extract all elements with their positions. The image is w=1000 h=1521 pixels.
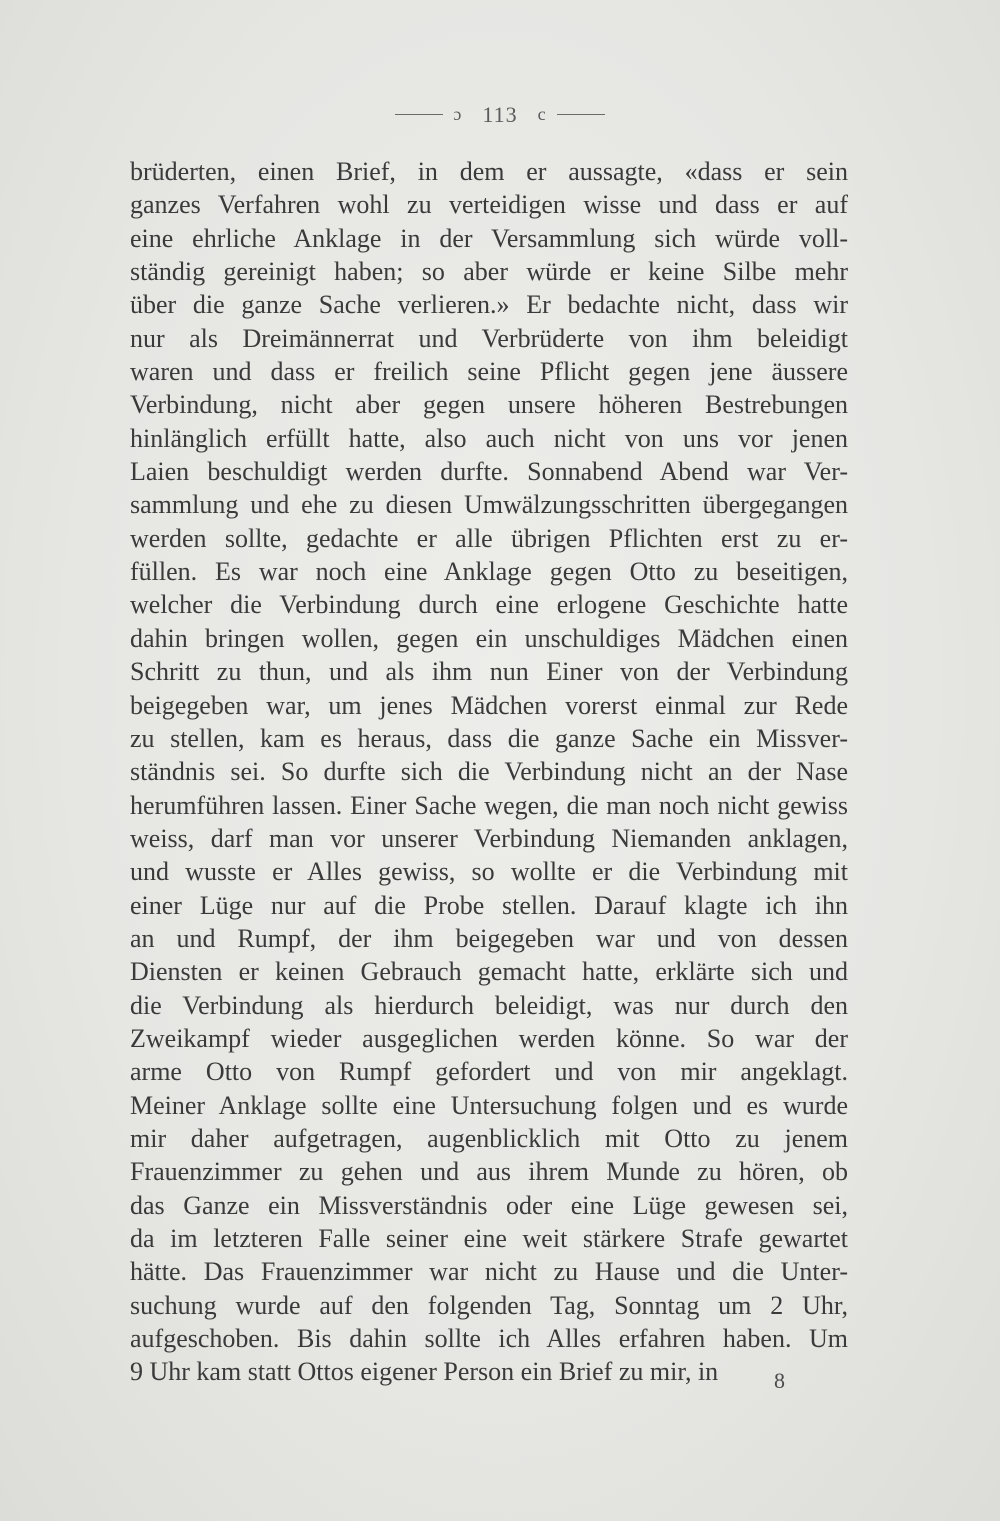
signature-mark: 8 [774, 1368, 785, 1393]
text-line: Schritt zu thun, und als ihm nun Einer von der Verbindung [130, 657, 848, 687]
text-line: hinlänglich erfüllt hatte, also auch nicht von uns vor jenen [130, 423, 848, 453]
text-line: ganzes Verfahren wohl zu verteidigen wisse und dass er auf [130, 190, 848, 220]
text-line: über die ganze Sache verlieren.» Er bedachte nicht, dass wir [130, 290, 848, 320]
text-line: waren und dass er freilich seine Pflicht gegen jene äussere [130, 357, 848, 387]
running-header [0, 100, 1000, 128]
page-number: 113 [482, 101, 518, 127]
body-text [130, 155, 848, 1389]
text-line: die Verbindung als hierdurch beleidigt, was nur durch den [130, 990, 848, 1020]
text-line: Verbindung, nicht aber gegen unsere höheren Bestrebungen [130, 390, 848, 420]
header-rule-right [557, 114, 605, 115]
text-line: Zweikampf wieder ausgeglichen werden könne. So war der [130, 1023, 848, 1053]
text-line: welcher die Verbindung durch eine erlogene Geschichte hatte [130, 590, 848, 620]
text-line: beigegeben war, um jenes Mädchen vorerst einmal zur Rede [130, 690, 848, 720]
text-line: nur als Dreimännerrat und Verbrüderte von ihm beleidigt [130, 323, 848, 353]
header-ornament-right: c [537, 104, 547, 125]
text-line: Laien beschuldigt werden durfte. Sonnabend Abend war Ver- [130, 457, 848, 487]
text-line: ständnis sei. So durfte sich die Verbindung nicht an der Nase [130, 757, 848, 787]
text-line: brüderten, einen Brief, in dem er aussagte, «dass er sein [130, 157, 848, 186]
text-line: Meiner Anklage sollte eine Untersuchung folgen und es wurde [130, 1090, 848, 1120]
text-line: Diensten er keinen Gebrauch gemacht hatte, erklärte sich und [130, 957, 848, 987]
text-line: suchung wurde auf den folgenden Tag, Sonntag um 2 Uhr, [130, 1290, 848, 1320]
text-line: herumführen lassen. Einer Sache wegen, die man noch nicht gewiss [130, 790, 848, 820]
text-line: an und Rumpf, der ihm beigegeben war und von dessen [130, 923, 848, 953]
header-rule-left [395, 114, 443, 115]
text-line: dahin bringen wollen, gegen ein unschuldiges Mädchen einen [130, 623, 848, 653]
text-line: 9 Uhr kam statt Ottos eigener Person ein Brief zu mir, in [130, 1357, 719, 1387]
text-line: da im letzteren Falle seiner eine weit stärkere Strafe gewartet [130, 1224, 848, 1253]
text-line: das Ganze ein Missverständnis oder eine Lüge gewesen sei, [130, 1190, 848, 1220]
text-line: weiss, darf man vor unserer Verbindung Niemanden anklagen, [130, 823, 848, 853]
header-ornament-left: ɔ [453, 104, 463, 125]
text-line: eine ehrliche Anklage in der Versammlung sich würde voll- [130, 223, 848, 253]
text-line: werden sollte, gedachte er alle übrigen Pflichten erst zu er- [130, 523, 848, 553]
text-line: mir daher aufgetragen, augenblicklich mit Otto zu jenem [130, 1123, 848, 1153]
text-line: einer Lüge nur auf die Probe stellen. Darauf klagte ich ihn [130, 890, 848, 920]
text-line: zu stellen, kam es heraus, dass die ganze Sache ein Missver- [130, 723, 848, 753]
text-line: ständig gereinigt haben; so aber würde er keine Silbe mehr [130, 257, 848, 287]
text-line: sammlung und ehe zu diesen Umwälzungsschritten übergegangen [130, 490, 848, 520]
text-line: füllen. Es war noch eine Anklage gegen Otto zu beseitigen, [130, 557, 848, 587]
text-line: Frauenzimmer zu gehen und aus ihrem Munde zu hören, ob [130, 1157, 848, 1187]
text-line: aufgeschoben. Bis dahin sollte ich Alles erfahren haben. Um [130, 1324, 848, 1354]
text-line: arme Otto von Rumpf gefordert und von mir angeklagt. [130, 1057, 848, 1087]
text-line: hätte. Das Frauenzimmer war nicht zu Hause und die Unter- [130, 1257, 848, 1287]
text-line: und wusste er Alles gewiss, so wollte er die Verbindung mit [130, 857, 848, 887]
